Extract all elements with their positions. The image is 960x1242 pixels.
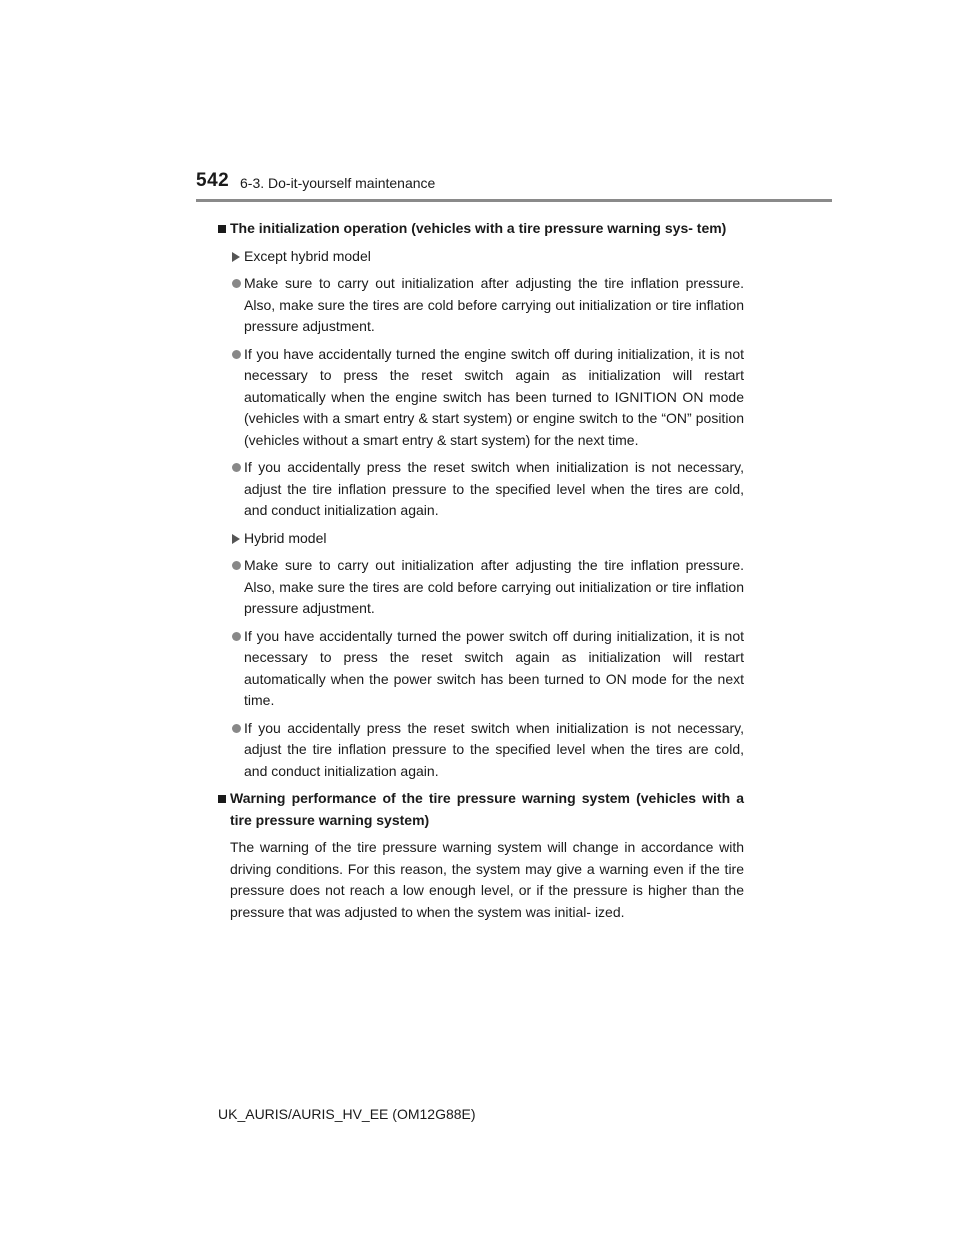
list-item-text: If you accidentally press the reset switch when initialization is not necessary, adjust the tire inflation pressure to the specified level when the tires are cold, and conduct initialization again. (244, 719, 744, 779)
circle-bullet-icon (232, 561, 241, 570)
header-divider (196, 199, 832, 202)
list-item (218, 555, 744, 620)
list-item (218, 718, 744, 783)
section-title: 6-3. Do-it-yourself maintenance (240, 175, 436, 191)
subheading-except-hybrid (218, 246, 744, 268)
list-item-text: Make sure to carry out initialization after adjusting the tire inflation pressure. Also, make sure the tires are cold before carrying out initialization or tire inflation pressure adjustment. (244, 557, 744, 616)
circle-bullet-icon (232, 350, 241, 359)
circle-bullet-icon (232, 632, 241, 641)
subheading-text: Except hybrid model (244, 247, 371, 264)
subheading-hybrid (218, 528, 744, 550)
triangle-bullet-icon (232, 252, 240, 262)
circle-bullet-icon (232, 279, 241, 288)
list-item-text: Make sure to carry out initialization after adjusting the tire inflation pressure. Also, make sure the tires are cold before carrying out initialization or tire inflation pressure adjustment. (244, 275, 744, 334)
section-heading-warning-performance (218, 788, 744, 831)
circle-bullet-icon (232, 463, 241, 472)
square-bullet-icon (218, 795, 226, 803)
page-number: 542 (196, 170, 230, 191)
list-item (218, 626, 744, 712)
triangle-bullet-icon (232, 534, 240, 544)
list-item (218, 344, 744, 452)
list-item-text: If you have accidentally turned the engine switch off during initialization, it is not necessary to press the reset switch again as initialization will restart automatically when the engine switch has been turned to IGNITION ON mode (vehicles with a smart entry & start system) or engine switch to the “ON” position (vehicles without a smart entry & start system) for the next time. (244, 345, 744, 448)
list-item (218, 457, 744, 522)
section-heading-initialization (218, 218, 744, 240)
list-item-text: If you have accidentally turned the power switch off during initialization, it is not necessary to press the reset switch again as initialization will restart automatically when the power switch has been turned to ON mode for the next time. (244, 627, 744, 708)
list-item (218, 273, 744, 338)
heading-text: Warning performance of the tire pressure warning system (vehicles with a tire pressure warning system) (230, 790, 744, 828)
square-bullet-icon (218, 225, 226, 233)
list-item-text: If you accidentally press the reset switch when initialization is not necessary, adjust the tire inflation pressure to the specified level when the tires are cold, and conduct initialization again. (244, 459, 744, 518)
body-paragraph: The warning of the tire pressure warning system will change in accordance with driving conditions. For this reason, the system may give a warning even if the tire pressure does not reach a low enough level, or if the pressure is higher than the pressure that was adjusted to when the system was initial- ized. (230, 839, 744, 920)
page-content (218, 218, 744, 923)
circle-bullet-icon (232, 724, 241, 733)
subheading-text: Hybrid model (244, 529, 327, 546)
heading-text: The initialization operation (vehicles with a tire pressure warning sys- tem) (230, 220, 727, 236)
footer-code: UK_AURIS/AURIS_HV_EE (OM12G88E) (218, 1106, 476, 1122)
